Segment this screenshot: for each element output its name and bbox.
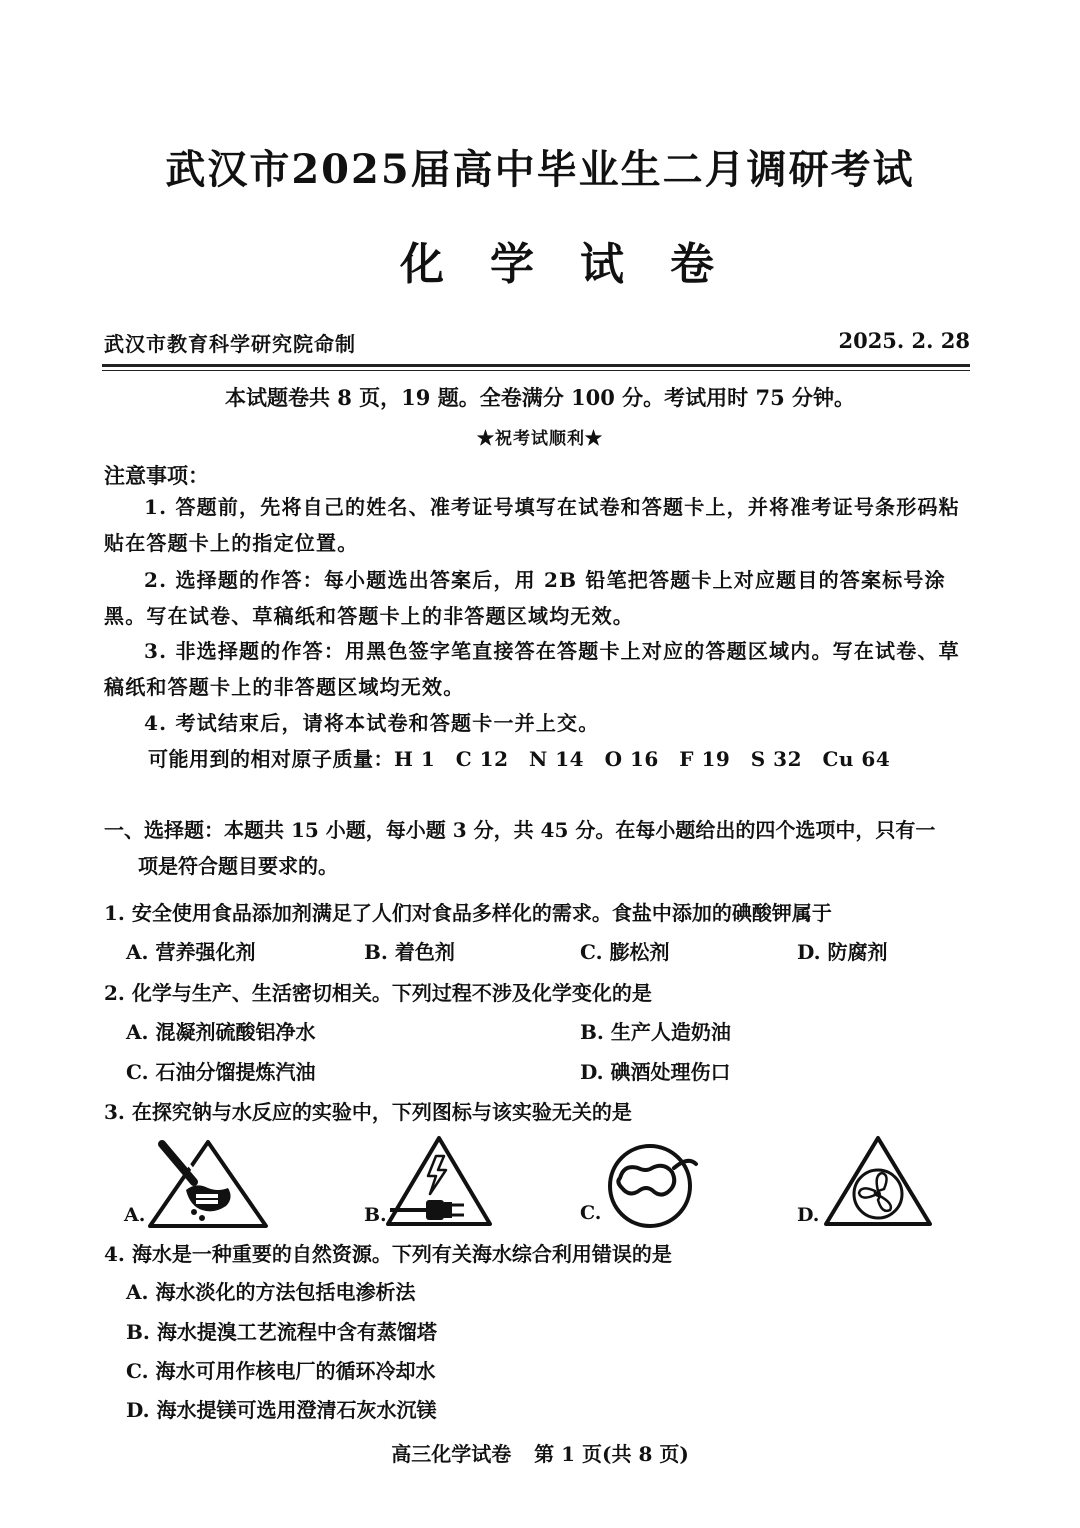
exam-title: 武汉市2025届高中毕业生二月调研考试 xyxy=(165,146,915,193)
question-4-stem: 4. 海水是一种重要的自然资源。下列有关海水综合利用错误的是 xyxy=(104,1242,672,1266)
paper-subject: 化学试卷 xyxy=(400,239,760,290)
corrosive-icon xyxy=(146,1138,270,1230)
question-2-option-b: B. 生产人造奶油 xyxy=(580,1020,731,1044)
notes-heading: 注意事项： xyxy=(104,463,209,488)
section-heading-line1: 一、选择题：本题共 15 小题，每小题 3 分，共 45 分。在每小题给出的四个选项中，只有一 xyxy=(104,818,936,842)
question-1-stem: 1. 安全使用食品添加剂满足了人们对食品多样化的需求。食盐中添加的碘酸钾属于 xyxy=(104,901,832,925)
question-2-option-c: C. 石油分馏提炼汽油 xyxy=(126,1060,316,1084)
issuer: 武汉市教育科学研究院命制 xyxy=(104,332,356,356)
footer-subject: 高三化学试卷 xyxy=(391,1442,512,1466)
header-rule-thin xyxy=(102,370,970,371)
goggles-icon xyxy=(604,1138,700,1232)
question-2-option-a: A. 混凝剂硫酸铝净水 xyxy=(126,1020,316,1044)
atomic-masses: 可能用到的相对原子质量：H 1 C 12 N 14 O 16 F 19 S 32 Cu 64 xyxy=(148,747,891,771)
question-3-option-a: A. xyxy=(124,1204,146,1226)
exam-date: 2025. 2. 28 xyxy=(838,328,970,353)
question-4-option-d: D. 海水提镁可选用澄清石灰水沉镁 xyxy=(126,1398,437,1422)
electrical-hazard-icon xyxy=(384,1134,494,1230)
question-3-option-d: D. xyxy=(797,1204,820,1226)
question-4-option-a: A. 海水淡化的方法包括电渗析法 xyxy=(126,1280,416,1304)
question-1-option-a: A. 营养强化剂 xyxy=(126,940,256,964)
question-4-option-b: B. 海水提溴工艺流程中含有蒸馏塔 xyxy=(126,1320,437,1344)
question-2-option-d: D. 碘酒处理伤口 xyxy=(580,1060,731,1084)
question-1-option-c: C. 膨松剂 xyxy=(580,940,670,964)
question-3-option-b: B. xyxy=(364,1204,387,1226)
ventilation-fan-icon xyxy=(822,1134,934,1230)
section-heading-line2: 项是符合题目要求的。 xyxy=(138,854,338,878)
question-2-stem: 2. 化学与生产、生活密切相关。下列过程不涉及化学变化的是 xyxy=(104,981,652,1005)
note-item-2: 2. 选择题的作答：每小题选出答案后，用 2B 铅笔把答题卡上对应题目的答案标号涂黑。写在试卷、草稿纸和答题卡上的非答题区域均无效。 xyxy=(104,568,946,628)
page-footer xyxy=(0,1438,1080,1467)
question-3-stem: 3. 在探究钠与水反应的实验中，下列图标与该实验无关的是 xyxy=(104,1100,632,1124)
section-heading xyxy=(104,812,970,884)
header-rule-thick xyxy=(102,364,970,367)
good-luck-line: ★祝考试顺利★ xyxy=(477,429,603,449)
note-item-1: 1. 答题前，先将自己的姓名、准考证号填写在试卷和答题卡上，并将准考证号条形码粘贴在答题卡上的指定位置。 xyxy=(104,495,960,555)
question-3-option-c: C. xyxy=(580,1202,602,1224)
footer-page-number: 第 1 页(共 8 页) xyxy=(534,1442,689,1466)
question-4-option-c: C. 海水可用作核电厂的循环冷却水 xyxy=(126,1359,436,1383)
note-item-4: 4. 考试结束后，请将本试卷和答题卡一并上交。 xyxy=(144,711,600,735)
note-item-3: 3. 非选择题的作答：用黑色签字笔直接答在答题卡上对应的答题区域内。写在试卷、草稿纸和答题卡上的非答题区域均无效。 xyxy=(104,639,960,699)
question-1-option-b: B. 着色剂 xyxy=(364,940,455,964)
question-1-option-d: D. 防腐剂 xyxy=(797,940,888,964)
exam-info: 本试题卷共 8 页，19 题。全卷满分 100 分。考试用时 75 分钟。 xyxy=(224,385,856,410)
